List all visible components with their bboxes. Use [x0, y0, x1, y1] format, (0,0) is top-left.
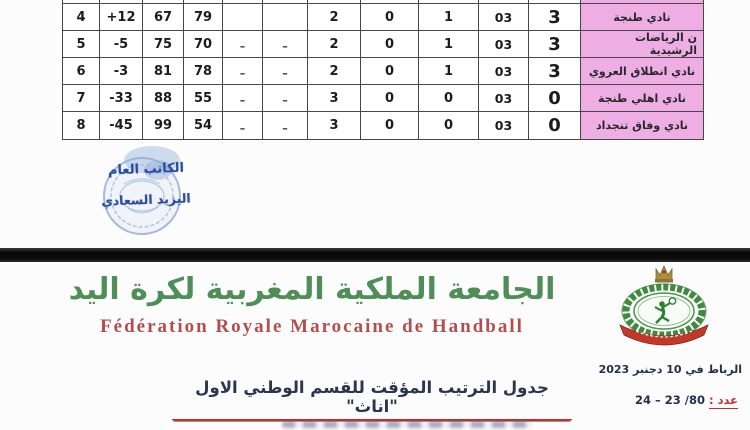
points-cell: 0 [529, 85, 581, 112]
table-cell: 0 [361, 85, 419, 112]
federation-logo-icon [612, 263, 718, 359]
rank-cell: 5 [63, 31, 100, 58]
table-cell: – [223, 112, 263, 139]
table-cell: -5 [100, 31, 143, 58]
reference-label: عدد : [708, 393, 738, 407]
federation-title-french: Fédération Royale Marocaine de Handball [100, 316, 524, 337]
table-cell: 03 [479, 58, 529, 85]
team-name-cell: نادي طنجة [581, 4, 703, 31]
points-cell: 3 [529, 4, 581, 31]
reference-value: 80/ 23 – 24 [634, 393, 705, 407]
table-row [63, 4, 703, 31]
table-row [63, 112, 703, 139]
table-cell: 79 [184, 4, 223, 31]
table-row [63, 85, 703, 112]
rank-cell: 6 [63, 58, 100, 85]
rank-cell: 8 [63, 112, 100, 139]
blurred-partial-text [282, 421, 532, 428]
table-cell: 0 [361, 31, 419, 58]
table-cell: 75 [143, 31, 184, 58]
table-cell: 3 [308, 112, 361, 139]
page-divider [0, 248, 750, 262]
table-cell: – [223, 31, 263, 58]
table-cell: 78 [184, 58, 223, 85]
table-cell: -33 [100, 85, 143, 112]
table-cell: 2 [308, 4, 361, 31]
rank-cell: 7 [63, 85, 100, 112]
table-cell: – [263, 112, 308, 139]
table-cell [263, 4, 308, 31]
table-cell: 03 [479, 4, 529, 31]
table-cell: -3 [100, 58, 143, 85]
standings-table [62, 0, 704, 140]
table-cell: 1 [419, 4, 479, 31]
table-cell: 70 [184, 31, 223, 58]
team-name-cell: نادي وفاق تنجداد [581, 112, 703, 139]
table-cell: 81 [143, 58, 184, 85]
document-title [172, 378, 572, 420]
table-cell: 3 [308, 85, 361, 112]
table-cell: 99 [143, 112, 184, 139]
table-cell: 1 [419, 58, 479, 85]
table-cell: 0 [361, 112, 419, 139]
table-row [63, 31, 703, 58]
table-cell: 0 [419, 85, 479, 112]
document-title-text: جدول الترتيب المؤقت للقسم الوطني الاول "اناث" [172, 378, 572, 420]
letter-reference-number [588, 393, 738, 407]
team-name-cell: ن الرياضات الرشيدية [581, 31, 703, 58]
table-cell: 0 [361, 58, 419, 85]
table-cell: – [263, 58, 308, 85]
points-cell: 3 [529, 58, 581, 85]
table-cell: 0 [361, 4, 419, 31]
table-cell: 03 [479, 85, 529, 112]
team-name-cell: نادي اهلي طنجة [581, 85, 703, 112]
table-cell: -45 [100, 112, 143, 139]
table-cell: 03 [479, 31, 529, 58]
team-name-cell: نادي انطلاق العروي [581, 58, 703, 85]
table-cell: 55 [184, 85, 223, 112]
table-cell: 1 [419, 31, 479, 58]
points-cell: 3 [529, 31, 581, 58]
table-row [63, 58, 703, 85]
table-cell [223, 4, 263, 31]
table-cell: – [263, 85, 308, 112]
table-cell: 88 [143, 85, 184, 112]
table-cell: 2 [308, 58, 361, 85]
letter-date: الرباط في 10 دجنبر 2023 [598, 363, 742, 376]
table-cell: – [263, 31, 308, 58]
table-cell: +12 [100, 4, 143, 31]
federation-title-arabic: الجامعة الملكية المغربية لكرة اليد [68, 272, 556, 307]
table-cell: – [223, 58, 263, 85]
table-cell: 67 [143, 4, 184, 31]
table-cell: – [223, 85, 263, 112]
official-stamp [80, 144, 212, 240]
table-cell: 03 [479, 112, 529, 139]
table-cell: 54 [184, 112, 223, 139]
table-cell: 0 [419, 112, 479, 139]
points-cell: 0 [529, 112, 581, 139]
stamp-text-line: اليزيد السعادي [101, 190, 191, 209]
rank-cell: 4 [63, 4, 100, 31]
table-cell: 2 [308, 31, 361, 58]
stamp-text-line: الكاتب العام [107, 160, 185, 179]
